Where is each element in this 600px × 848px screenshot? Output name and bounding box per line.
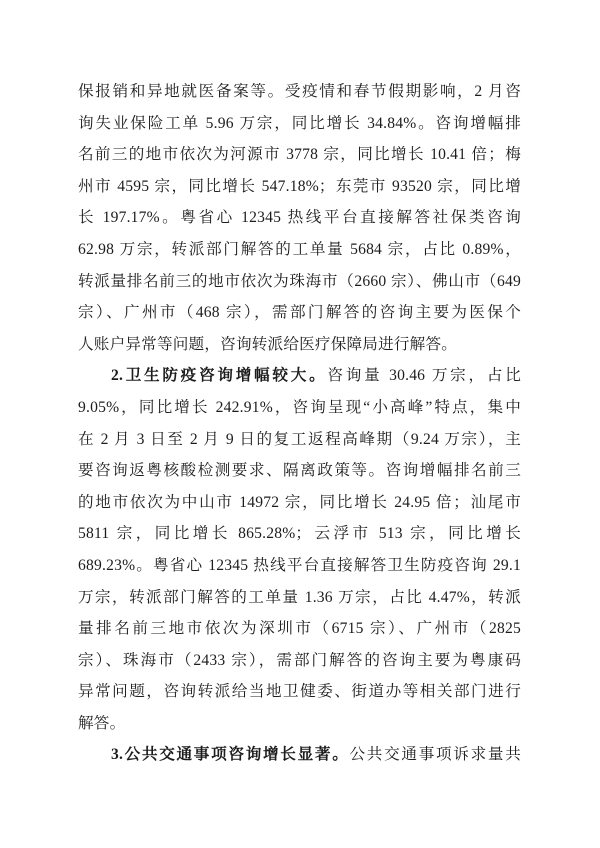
text-line: 宗）、广州市（468 宗），需部门解答的咨询主要为医保个: [78, 304, 521, 322]
text-line: 9.05%，同比增长 242.91%，咨询呈现“小高峰”特点，集中: [78, 398, 521, 416]
paragraph-heading: 2.卫生防疫咨询增幅较大。: [111, 367, 328, 385]
text-line: 解答。: [78, 714, 126, 732]
text-line: 689.23%。粤省心 12345 热线平台直接解答卫生防疫咨询 29.1: [78, 556, 521, 574]
text-line: 2.卫生防疫咨询增幅较大。咨询量 30.46 万宗，占比: [111, 367, 521, 385]
text-line: 5811 宗，同比增长 865.28%；云浮市 513 宗，同比增长: [78, 525, 522, 543]
text-line: 保报销和异地就医备案等。受疫情和春节假期影响，2 月咨: [78, 83, 521, 100]
text-line: 人账户异常等问题，咨询转派给医疗保障局进行解答。: [78, 335, 458, 353]
text-line: 异常问题，咨询转派给当地卫健委、街道办等相关部门进行: [78, 683, 521, 701]
text-line: 要咨询返粤核酸检测要求、隔离政策等。咨询增幅排名前三: [78, 462, 521, 480]
text-line: 询失业保险工单 5.96 万宗，同比增长 34.84%。咨询增幅排: [78, 114, 521, 132]
text-line: 长 197.17%。粤省心 12345 热线平台直接解答社保类咨询: [78, 209, 521, 227]
document-body: [78, 76, 521, 771]
text-line: 的地市依次为中山市 14972 宗，同比增长 24.95 倍；汕尾市: [78, 493, 521, 511]
text-line: 62.98 万宗，转派部门解答的工单量 5684 宗，占比 0.89%，: [78, 240, 521, 258]
text-line: 宗）、珠海市（2433 宗），需部门解答的咨询主要为粤康码: [78, 651, 521, 669]
text-line: 万宗，转派部门解答的工单量 1.36 万宗，占比 4.47%，转派: [78, 588, 521, 606]
text-line: 州市 4595 宗，同比增长 547.18%；东莞市 93520 宗，同比增: [78, 177, 521, 195]
text-line: 3.公共交通事项咨询增长显著。公共交通事项诉求量共: [111, 746, 521, 764]
text-line: 名前三的地市依次为河源市 3778 宗，同比增长 10.41 倍；梅: [78, 146, 521, 164]
text-line: 量排名前三地市依次为深圳市（6715 宗）、广州市（2825: [78, 620, 521, 638]
paragraph-heading: 3.公共交通事项咨询增长显著。: [111, 746, 350, 764]
text-line: 转派量排名前三的地市依次为珠海市（2660 宗）、佛山市（649: [78, 272, 521, 290]
text-line: 在 2 月 3 日至 2 月 9 日的复工返程高峰期（9.24 万宗），主: [78, 430, 521, 448]
